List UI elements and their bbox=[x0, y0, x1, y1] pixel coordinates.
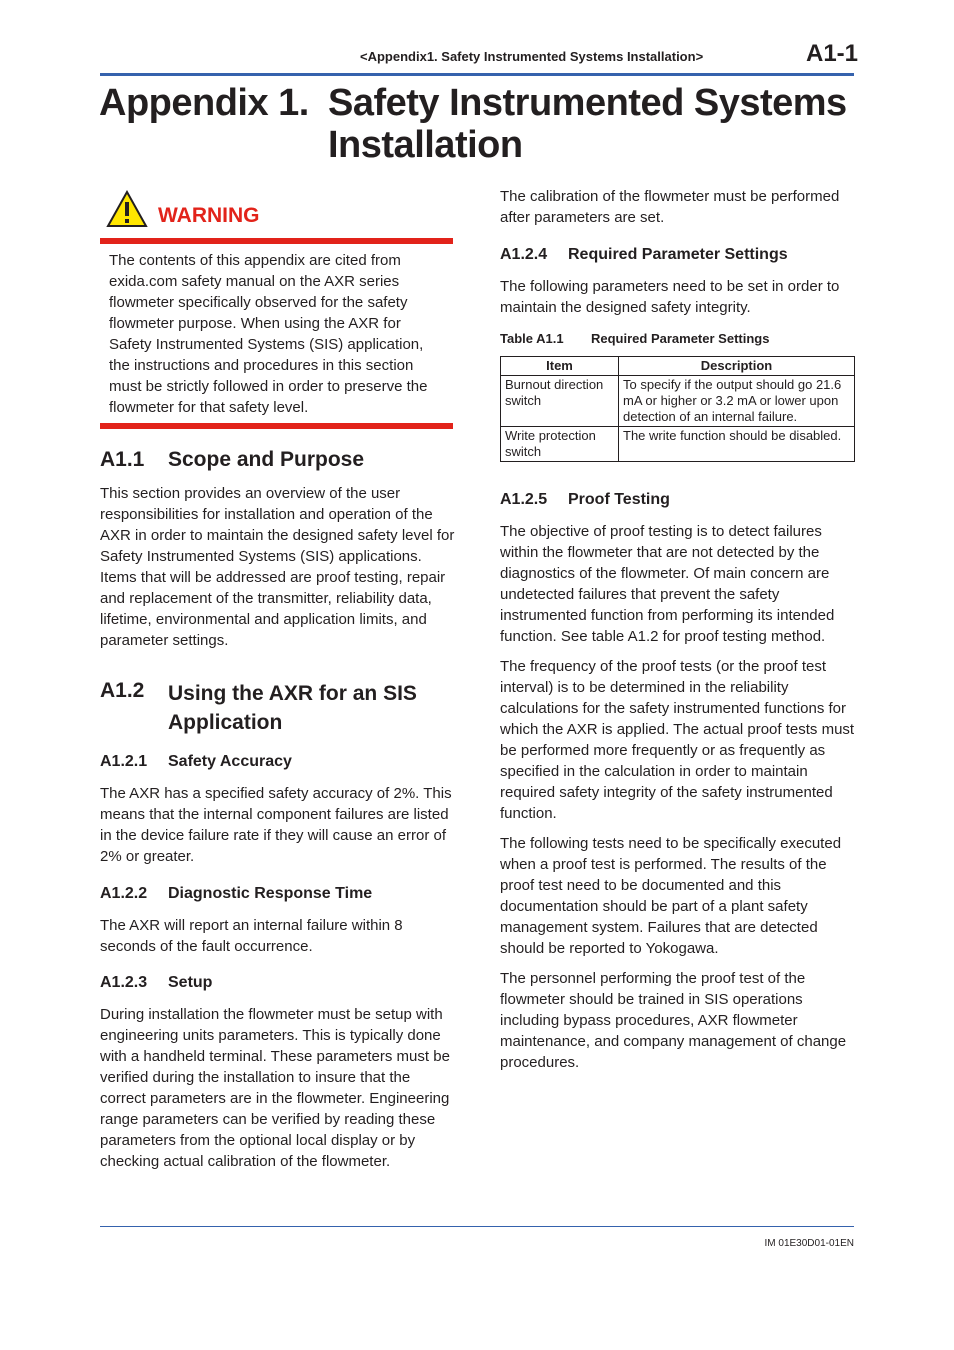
subsection-number: A1.2.1 bbox=[100, 753, 148, 770]
header-rule bbox=[100, 73, 854, 76]
table-header-cell: Description bbox=[619, 357, 855, 376]
section-a1-2-1-heading bbox=[100, 753, 460, 771]
table-caption-title: Required Parameter Settings bbox=[591, 331, 770, 346]
subsection-title: Required Parameter Settings bbox=[568, 246, 788, 263]
warning-label: WARNING bbox=[158, 204, 260, 227]
table-cell: Write protection switch bbox=[501, 427, 619, 462]
subsection-number: A1.2.4 bbox=[500, 246, 548, 263]
subsection-title: Safety Accuracy bbox=[168, 753, 292, 770]
parameter-table bbox=[500, 356, 855, 462]
paragraph: The frequency of the proof tests (or the proof test interval) is to be determined in the reliability calculations for the safety instrumented functions for which the AXR is applied. The actual proof tests must be performed more frequently or as frequently as specified in the calculation in order to maintain required safety integrity of the safety instrumented function. bbox=[500, 658, 855, 822]
subsection-title: Diagnostic Response Time bbox=[168, 885, 373, 902]
section-a1-2-5-heading bbox=[500, 491, 860, 509]
section-a1-2-2-body: The AXR will report an internal failure within 8 seconds of the fault occurrence. bbox=[100, 917, 403, 955]
section-title: Using the AXR for an SIS Application bbox=[168, 682, 417, 734]
table-header-cell: Item bbox=[501, 357, 619, 376]
document-id: IM 01E30D01-01EN bbox=[764, 1238, 854, 1249]
warning-box bbox=[100, 186, 453, 429]
page-title: Safety Instrumented Systems Installation bbox=[328, 82, 847, 166]
section-a1-1-heading bbox=[100, 448, 460, 472]
section-a1-2-4-heading bbox=[500, 246, 860, 264]
section-a1-1-body: This section provides an overview of the user responsibilities for installation and operation of the AXR in order to maintain the designed safety level for Safety Instrumented Systems (SIS) applications. Items that will be addressed are proof testing, repair and replacement of the transmitter, reliability data, lifetime, environmental and application limits, and parameter settings. bbox=[100, 485, 455, 649]
table-header-row bbox=[501, 357, 855, 376]
table-row bbox=[501, 376, 855, 427]
subsection-number: A1.2.5 bbox=[500, 491, 548, 508]
subsection-title: Proof Testing bbox=[568, 491, 670, 508]
table-cell: Burnout direction switch bbox=[501, 376, 619, 427]
paragraph: The following tests need to be specifically executed when a proof test is performed. The results of the proof test need to be documented and this documentation should be part of a plant safety management system. Failures that are detected should be reported to Yokogawa. bbox=[500, 835, 842, 957]
table-caption-number: Table A1.1 bbox=[500, 331, 564, 346]
section-a1-2-5-body bbox=[500, 521, 856, 1073]
section-a1-2-4-body: The following parameters need to be set in order to maintain the designed safety integrity. bbox=[500, 278, 840, 316]
appendix-number: Appendix 1. bbox=[99, 82, 309, 124]
table-caption bbox=[500, 331, 860, 346]
warning-bottom-rule bbox=[100, 423, 453, 429]
section-a1-2-1-body: The AXR has a specified safety accuracy of 2%. This means that the internal component failures are listed in the device failure rate if they will cause an error of 2% or greater. bbox=[100, 785, 452, 865]
section-a1-2-3-heading bbox=[100, 974, 460, 992]
running-header: <Appendix1. Safety Instrumented Systems Installation> bbox=[360, 49, 704, 64]
paragraph: The personnel performing the proof test of the flowmeter should be trained in SIS operations including bypass procedures, AXR flowmeter maintenance, and company management of change procedures. bbox=[500, 970, 847, 1071]
subsection-title: Setup bbox=[168, 974, 213, 991]
warning-text: The contents of this appendix are cited from exida.com safety manual on the AXR series flowmeter specifically observed for the safety flowmeter purpose. When using the AXR for Safety Instrumented Systems (SIS) application, the instructions and procedures in this section must be strictly followed in order to preserve the flowmeter for that safety level. bbox=[109, 252, 428, 416]
page-number: A1-1 bbox=[806, 40, 859, 67]
table-cell: To specify if the output should go 21.6 mA or higher or 3.2 mA or lower upon detection of an internal failure. bbox=[619, 376, 855, 427]
section-number: A1.1 bbox=[100, 448, 145, 471]
subsection-number: A1.2.3 bbox=[100, 974, 148, 991]
table-row bbox=[501, 427, 855, 462]
paragraph: The objective of proof testing is to detect failures within the flowmeter that are not detected by the diagnostics of the flowmeter. Of main concern are undetected failures that prevent the safety instrumented function from performing its intended function. See table A1.2 for proof testing method. bbox=[500, 523, 835, 645]
section-number: A1.2 bbox=[100, 679, 145, 702]
section-a1-2-3-body: During installation the flowmeter must be setup with engineering units parameters. This is typically done with a handheld terminal. These parameters must be verified during the installation to insure that the correct parameters are in the flowmeter. Engineering range parameters can be verified by reading these parameters from the optional local display or by checking actual calibration of the flowmeter. bbox=[100, 1006, 450, 1170]
warning-triangle-icon bbox=[106, 190, 148, 233]
section-a1-2-2-heading bbox=[100, 885, 460, 903]
footer-rule bbox=[100, 1226, 854, 1227]
subsection-number: A1.2.2 bbox=[100, 885, 148, 902]
table-cell: The write function should be disabled. bbox=[619, 427, 855, 462]
section-title: Scope and Purpose bbox=[168, 448, 365, 471]
section-a1-2-3-continuation: The calibration of the flowmeter must be performed after parameters are set. bbox=[500, 188, 840, 226]
